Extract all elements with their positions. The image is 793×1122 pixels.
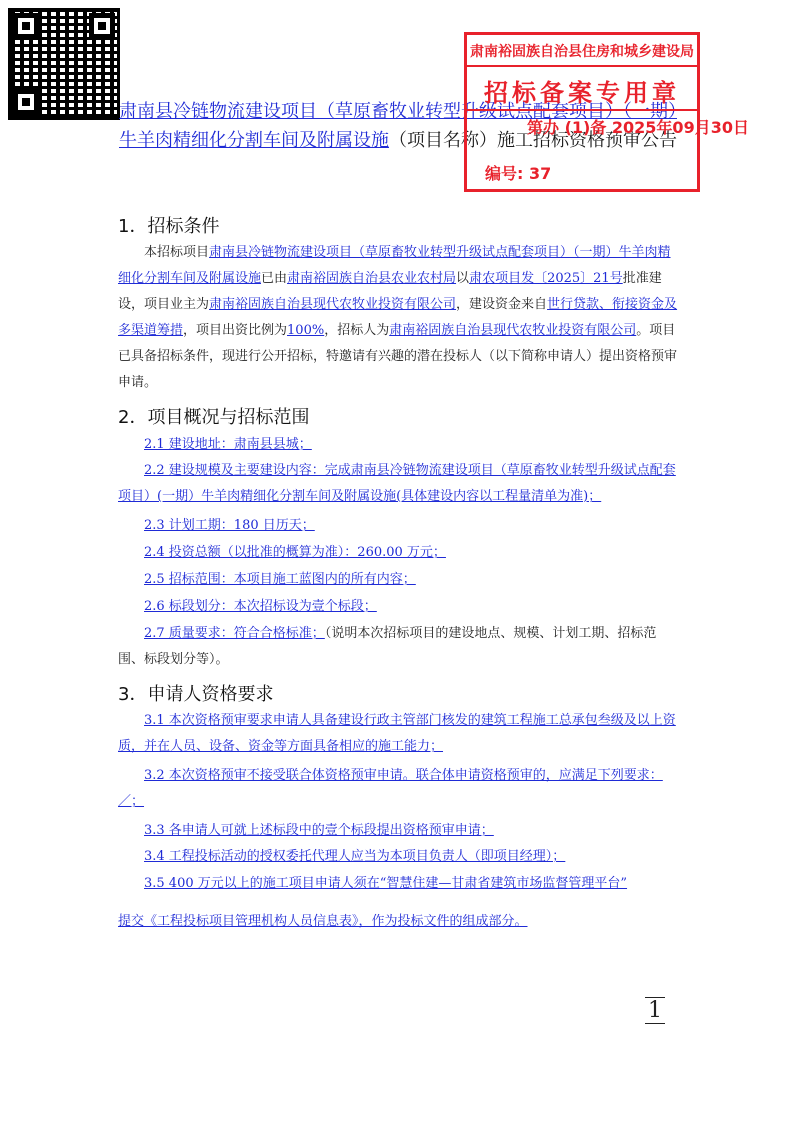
s2-item-3-text: 2.3 计划工期：180 日历天； — [144, 518, 315, 533]
s1-tenderer: 肃南裕固族自治县现代农牧业投资有限公司 — [389, 323, 637, 338]
s2-item-7-text: 2.7 质量要求：符合合格标准； — [144, 626, 325, 641]
page-number-text: 1 — [648, 998, 662, 1023]
qr-code — [8, 8, 120, 120]
s2-item-4-text: 2.4 投资总额（以批准的概算为准）：260.00 万元； — [144, 545, 446, 560]
s3-item-5-text: 3.5 400 万元以上的施工项目申请人须在“智慧住建—甘肃省建筑市场监督管理平台” — [144, 876, 628, 891]
stamp-rule-bottom — [467, 109, 697, 111]
s3-item-5-cont-text: 提交《工程投标项目管理机构人员信息表》，作为投标文件的组成部分。 — [118, 914, 528, 929]
s2-item-1-text: 2.1 建设地址：肃南县县城； — [144, 437, 312, 452]
s1-text-7: ，招标人为 — [324, 323, 390, 338]
s2-item-2-text: 2.2 建设规模及主要建设内容：完成肃南县冷链物流建设项目（草原畜牧业转型升级试点配套项目）(一期）牛羊肉精细化分割车间及附属设施(具体建设内容以工程量清单为准)； — [118, 463, 676, 504]
s2-item-7-note: （说明本次招标项目的建设地点、规模、计划工期、招标范围、标段划分等）。 — [118, 626, 657, 667]
title-suffix: （项目名称）施工招标资格预审公告 — [389, 130, 677, 151]
qr-finder-bottom-left — [13, 89, 39, 115]
s2-item-7 — [118, 621, 678, 673]
s2-item-3 — [118, 513, 678, 539]
stamp-rule-top — [467, 65, 697, 67]
s1-owner: 肃南裕固族自治县现代农牧业投资有限公司 — [209, 297, 457, 312]
s1-funding: 世行贷款、衔接资金及多渠道筹措 — [118, 297, 678, 338]
s1-text-2: 已由 — [261, 271, 288, 286]
s2-item-4 — [118, 540, 678, 566]
s3-item-4-text: 3.4 工程投标活动的授权委托代理人应当为本项目负责人（即项目经理）； — [144, 849, 566, 864]
section1-heading: 1．招标条件 — [118, 216, 220, 237]
stamp-org: 肃南裕固族自治县住房和城乡建设局 — [470, 44, 694, 60]
section3-heading: 3．申请人资格要求 — [118, 684, 274, 705]
s1-ratio: 100% — [287, 323, 325, 338]
s3-item-1 — [118, 708, 678, 760]
page-number-rule-bottom — [645, 1023, 665, 1024]
stamp-record-date: 第办 (1)备 2025年09月30日 — [527, 118, 749, 137]
s1-text-8: 。项目已具备招标条件，现进行公开招标，特邀请有兴趣的潜在投标人（以下简称申请人）提出资格预审申请。 — [118, 323, 678, 390]
tender-record-stamp — [464, 32, 749, 192]
s2-item-1 — [118, 432, 678, 458]
s1-text-4: 批准建设，项目业主为 — [118, 271, 662, 312]
section1-paragraph — [118, 240, 678, 396]
s1-approver: 肃南裕固族自治县农业农村局 — [287, 271, 457, 286]
s2-item-6 — [118, 594, 678, 620]
title-project-name: 肃南县冷链物流建设项目（草原畜牧业转型升级试点配套项目）（一期）牛羊肉精细化分割车间及附属设施 — [119, 101, 677, 151]
qr-finder-top-right — [89, 13, 115, 39]
s3-item-2 — [118, 763, 678, 815]
s1-text-3: 以 — [456, 271, 470, 286]
s3-item-2-text: 3.2 本次资格预审不接受联合体资格预审申请。联合体申请资格预审的，应满足下列要求：／； — [118, 768, 663, 809]
s2-item-2 — [118, 458, 678, 510]
s1-project: 肃南县冷链物流建设项目（草原畜牧业转型升级试点配套项目）（一期）牛羊肉精细化分割车间及附属设施 — [118, 245, 671, 286]
s2-item-5 — [118, 567, 678, 593]
stamp-title: 招标备案专用章 — [484, 79, 680, 107]
section2-heading: 2．项目概况与招标范围 — [118, 407, 310, 428]
s3-item-3 — [118, 818, 678, 844]
qr-finder-top-left — [13, 13, 39, 39]
s3-item-5-continued — [118, 909, 678, 935]
s3-item-3-text: 3.3 各申请人可就上述标段中的壹个标段提出资格预审申请； — [144, 823, 494, 838]
s3-item-4 — [118, 844, 678, 870]
page-number — [640, 997, 670, 1024]
s1-approval-no: 肃农项目发〔2025〕21号 — [469, 271, 623, 286]
s2-item-5-text: 2.5 招标范围：本项目施工蓝图内的所有内容； — [144, 572, 416, 587]
s2-item-6-text: 2.6 标段划分：本次招标设为壹个标段； — [144, 599, 377, 614]
stamp-number: 编号: 37 — [485, 164, 552, 183]
s1-text-6: ，项目出资比例为 — [183, 323, 288, 338]
s1-text-1: 本招标项目 — [144, 245, 210, 260]
s3-item-5 — [118, 871, 678, 897]
s1-text-5: ，建设资金来自 — [456, 297, 548, 312]
s3-item-1-text: 3.1 本次资格预审要求申请人具备建设行政主管部门核发的建筑工程施工总承包叁级及以上资质，并在人员、设备、资金等方面具备相应的施工能力； — [118, 713, 676, 754]
